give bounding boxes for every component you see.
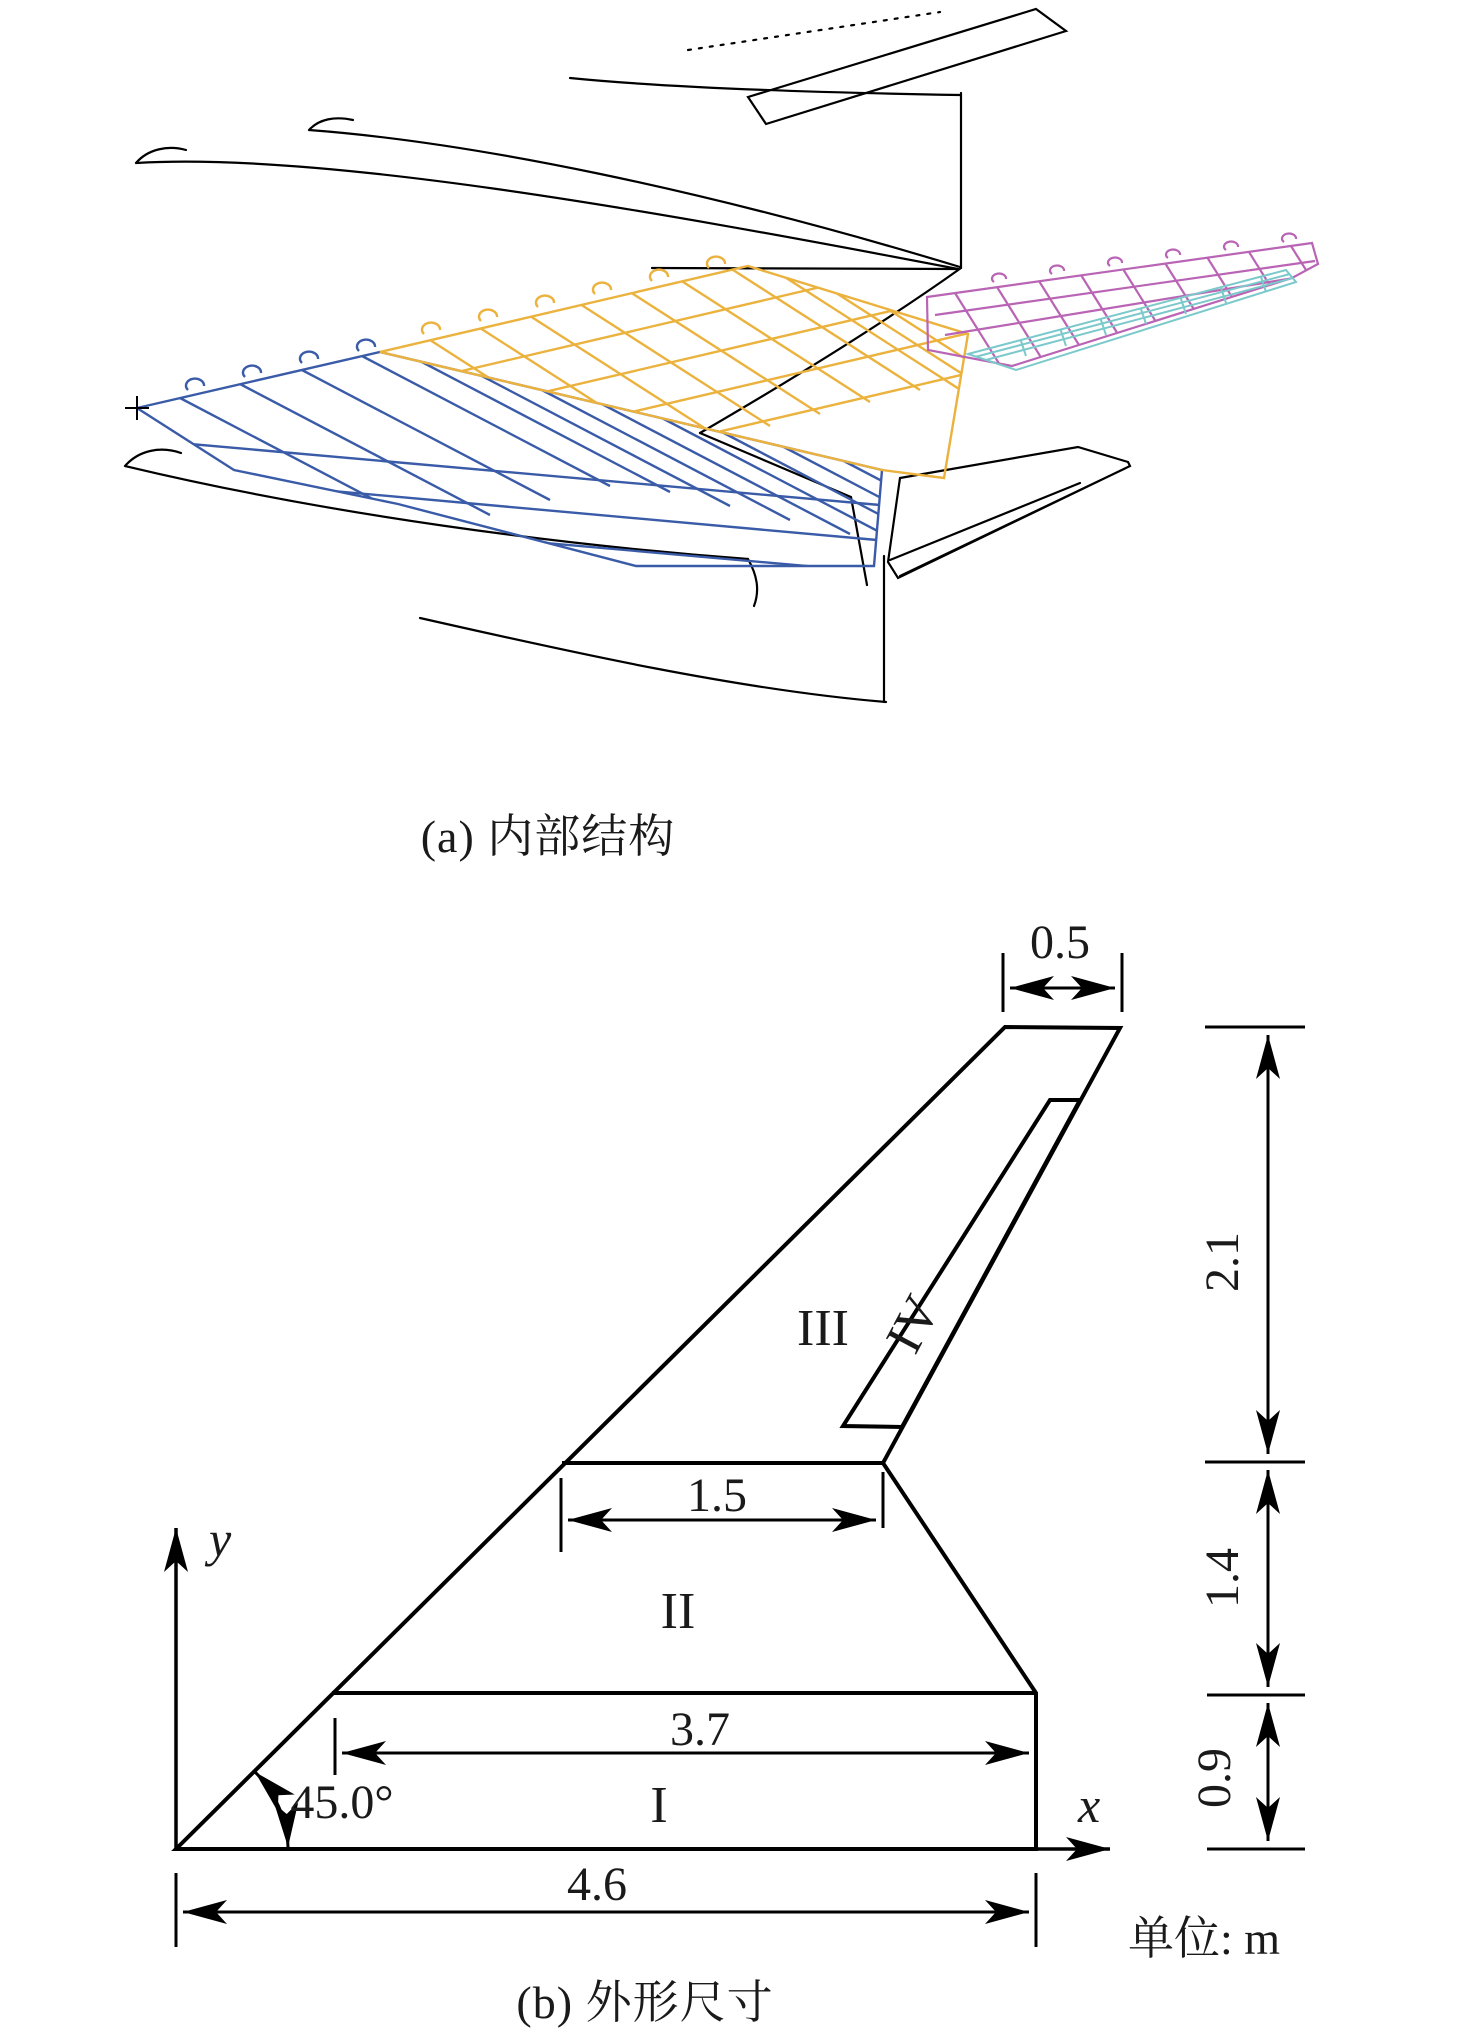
figure-b-canvas: [0, 880, 1476, 1970]
wing-mesh-outboard: [927, 234, 1341, 373]
rib-cap-hooks-outboard: [992, 234, 1296, 282]
dimension-sweep-angle: [255, 1772, 288, 1847]
figure-a-caption: (a) 内部结构: [420, 811, 676, 862]
fin-outline: [176, 1027, 1120, 1849]
dimension-label-tip-chord: 0.5: [1030, 916, 1090, 969]
dimension-label-kink-chord: 1.5: [687, 1469, 747, 1522]
x-axis-label: x: [1078, 1777, 1101, 1833]
unit-label: 单位: m: [1128, 1913, 1281, 1964]
rib-cap-hooks-inboard: [186, 340, 375, 390]
dimension-label-mid-span: 1.4: [1196, 1548, 1249, 1608]
canopy-curve: [309, 118, 960, 267]
belly-curve: [420, 618, 886, 702]
far-wing-dotted-edge: [688, 12, 940, 50]
rudder-strip-outline: [843, 1100, 1080, 1427]
dimension-label-root-chord: 4.6: [567, 1858, 627, 1911]
figure-b-caption: (b) 外形尺寸: [516, 1977, 774, 2028]
lower-fuselage-curve: [125, 450, 757, 606]
tail-wedge: [652, 93, 961, 433]
dimension-label-inner-span: 0.9: [1188, 1748, 1241, 1808]
wing-mesh-mid: [380, 252, 1070, 490]
dimension-label-sweep-angle: 45.0°: [290, 1776, 394, 1829]
y-axis-label: y: [209, 1511, 232, 1567]
figure-a-canvas: [0, 0, 1476, 760]
wing-tip-cross-marker: [125, 396, 149, 420]
dimension-label-outer-span: 2.1: [1196, 1232, 1249, 1292]
region-label-i: I: [650, 1777, 668, 1834]
region-label-iii: III: [797, 1300, 849, 1357]
dimension-label-mid-chord: 3.7: [670, 1703, 730, 1756]
planform-outline: [176, 1027, 1120, 1849]
horizontal-tail-outline: [888, 447, 1130, 578]
aft-fuselage: [700, 433, 884, 702]
region-label-iv: IV: [875, 1286, 952, 1362]
upper-fuselage-curve: [136, 148, 958, 269]
region-label-ii: II: [660, 1583, 696, 1640]
far-wing-outline: [748, 9, 1066, 124]
